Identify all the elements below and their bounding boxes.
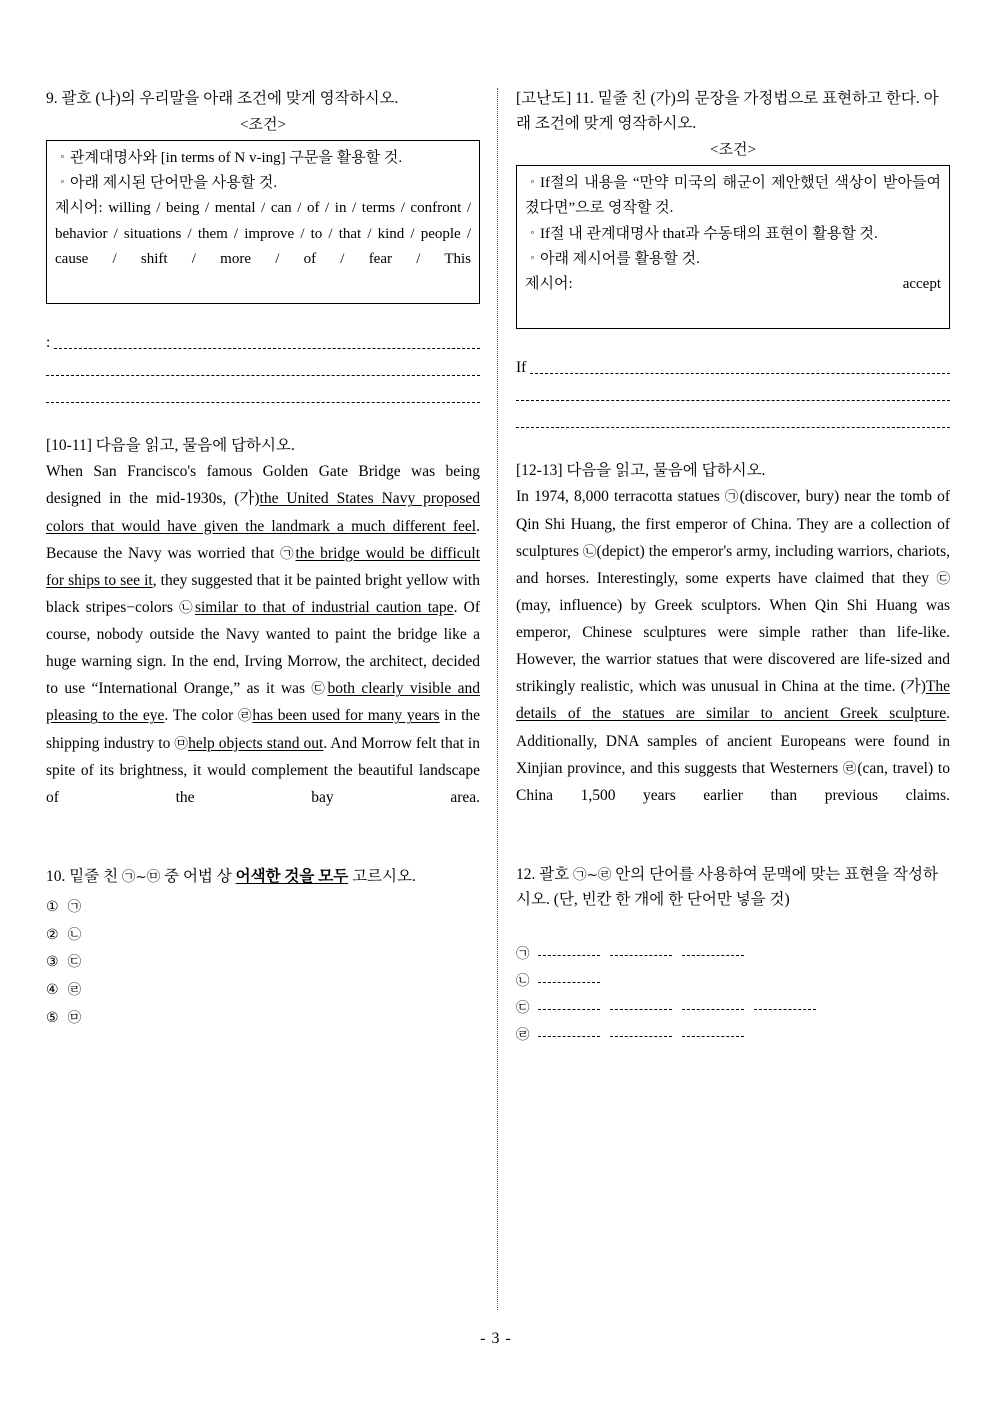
choice-option[interactable]: [46, 1004, 480, 1032]
choice-symbol: ㉣: [67, 981, 82, 998]
answer-line[interactable]: [46, 353, 480, 380]
blank-segment[interactable]: [610, 1025, 672, 1037]
blank-symbol: ㉢: [516, 999, 530, 1016]
condition-item: [525, 222, 941, 247]
passage-text: . And Morrow felt that in spite of its brightness, it would complement the beautiful landscape of the bay area.: [46, 734, 480, 806]
answer-lead: :: [46, 333, 51, 351]
passage-text: When San Francisco's famous Golden Gate Bridge was being designed in the mid-1930s,: [46, 463, 480, 508]
condition-text: 관계대명사와 [in terms of N v-ing] 구문을 활용할 것.: [70, 150, 403, 167]
wordbank-words: accept: [902, 275, 941, 292]
passage-text: In 1974, 8,000 terracotta statues: [516, 488, 725, 506]
blank-segment[interactable]: [610, 998, 672, 1010]
condition-item: [55, 171, 471, 196]
q12-text-a: 12. 괄호: [516, 866, 574, 884]
answer-dash[interactable]: [54, 348, 480, 349]
bullet-icon: ◦: [60, 176, 65, 189]
passage-text: (depict) the emperor's army, including warriors, chariots, and horses. Interestingly, some experts have claimed that they: [516, 542, 950, 587]
question-11-heading: [고난도] 11. 밑줄 친 (가)의 문장을 가정법으로 표현하고 한다. 아래 조건에 맞게 영작하시오.: [516, 90, 939, 133]
blank-symbol: ㉡: [516, 972, 530, 989]
answer-lead: If: [516, 358, 527, 376]
choice-number: ⑤: [46, 1009, 59, 1026]
underlined-span: has been used for many years: [252, 707, 440, 725]
question-11-condition-box: [516, 165, 950, 329]
passage-1011-body: [46, 458, 480, 838]
underlined-span: The details of the statues are similar to ancient Greek sculpture: [516, 678, 950, 723]
left-column: [46, 86, 480, 1031]
condition-item: [525, 247, 941, 272]
answer-dash[interactable]: [516, 400, 950, 401]
answer-line[interactable]: [46, 326, 480, 353]
answer-dash[interactable]: [530, 373, 950, 374]
condition-text: If절 내 관계대명사 that과 수동태의 표현이 활용할 것.: [540, 225, 878, 242]
condition-text: If절의 내용을 “만약 미국의 해군이 제안했던 색상이 받아들여 졌다면”으로 영작할 것.: [525, 175, 941, 217]
choice-option[interactable]: [46, 948, 480, 976]
answer-dash[interactable]: [46, 402, 480, 403]
choice-option[interactable]: [46, 893, 480, 921]
choice-symbol: ㉠: [67, 899, 82, 916]
condition-item: [55, 146, 471, 171]
q10-text-c: 고르시오.: [348, 868, 416, 886]
question-11-answer-area[interactable]: [516, 351, 950, 432]
passage-text: (discover, bury) near the tomb of Qin Shi Huang, the first emperor of China. They are a collection of sculptures: [516, 488, 951, 560]
answer-dash[interactable]: [46, 375, 480, 376]
circled-marker: ㉣: [842, 760, 858, 777]
wordbank-label: 제시어:: [55, 200, 103, 217]
blank-row[interactable]: [516, 965, 950, 992]
blank-segment[interactable]: [682, 944, 744, 956]
passage-text: , they suggested that it be painted bright yellow with black stripes−colors: [46, 571, 480, 616]
choice-option[interactable]: [46, 976, 480, 1004]
question-10-choices: [46, 893, 480, 1031]
wordbank-words: willing / being / mental / can / of / in / terms / confront / behavior / situations / them / improve / to / that / kind / people / cause / shift / more / of / fear / This: [55, 200, 471, 267]
q12-text-b: 안의 단어를 사용하여 문맥에 맞는 표현을 작성하시오. (단, 빈칸 한 개에 한 단어만 넣을 것): [516, 866, 938, 909]
circled-marker: ㉢: [311, 681, 328, 698]
bullet-icon: ◦: [530, 176, 535, 189]
blank-row[interactable]: [516, 1019, 950, 1046]
right-column: [516, 86, 950, 1046]
passage-1213-body: [516, 483, 950, 836]
underlined-span: similar to that of industrial caution tape: [194, 598, 454, 616]
circled-marker: ㉡: [582, 543, 597, 560]
circled-marker: ㉠: [724, 489, 740, 506]
underlined-span: the bridge would be difficult for ships to see it: [46, 544, 481, 589]
bullet-icon: ◦: [530, 251, 535, 264]
choice-symbol: ㉤: [67, 1009, 82, 1026]
blank-symbol: ㉣: [516, 1026, 530, 1043]
page-number: - 3 -: [480, 1330, 512, 1347]
condition-text: 아래 제시된 단어만을 사용할 것.: [70, 175, 278, 192]
blank-segments[interactable]: [538, 970, 610, 988]
q10-text-b: 중 어법 상: [160, 868, 236, 886]
blank-symbol: ㉠: [516, 945, 530, 962]
blank-segments[interactable]: [538, 997, 826, 1015]
wordbank-label: 제시어:: [525, 275, 573, 292]
blank-segment[interactable]: [538, 1025, 600, 1037]
passage-text: . Additionally, DNA samples of ancient Europeans were found in Xinjian province, and this suggests that Westerners: [516, 705, 950, 777]
circled-marker: ㉤: [174, 735, 189, 752]
passage-text: . Of course, nobody outside the Navy wanted to paint the bridge like a huge warning sign. In the end, Irving Morrow, the architect, decided to use “International Orange,” as it was: [46, 598, 481, 698]
q10-text-a: 10. 밑줄 친: [46, 868, 122, 886]
q12-range: ㉠~㉣: [573, 867, 612, 884]
blank-segment[interactable]: [682, 998, 744, 1010]
q10-emphasis: 어색한 것을 모두: [235, 868, 349, 886]
q10-range: ㉠~㉤: [121, 869, 161, 886]
answer-line[interactable]: [516, 378, 950, 405]
passage-text: (may, influence) by Greek sculptors. When Qin Shi Huang was emperor, Chinese sculptures were simple rather than life-like. However, the warrior statues that were discovered are life-sized and strikingly realistic, which was unusual in China at the time.: [516, 596, 950, 696]
blank-segment[interactable]: [538, 971, 600, 983]
passage-text: . The color: [164, 707, 239, 725]
passage-text: (가): [234, 490, 260, 508]
choice-symbol: ㉢: [67, 954, 82, 971]
condition-text: 아래 제시어를 활용할 것.: [540, 250, 700, 267]
blank-segment[interactable]: [754, 998, 816, 1010]
question-9-condition-title: <조건>: [240, 117, 286, 134]
circled-marker: ㉠: [280, 545, 296, 562]
blank-segments[interactable]: [538, 1024, 754, 1042]
question-9-wordbank: [55, 196, 471, 297]
passage-text: . Because the Navy was worried that: [46, 517, 480, 562]
blank-segment[interactable]: [610, 944, 672, 956]
circled-marker: ㉣: [238, 708, 253, 725]
underlined-span: both clearly visible and pleasing to the eye: [46, 680, 480, 725]
question-9-condition-box: [46, 140, 480, 304]
question-11-wordbank: [525, 272, 941, 322]
passage-text: (can, travel) to China 1,500 years earlier than previous claims.: [516, 759, 950, 804]
blank-row[interactable]: [516, 992, 950, 1019]
blank-row[interactable]: [516, 938, 950, 965]
passage-text: in the shipping industry to: [46, 707, 481, 752]
choice-number: ①: [46, 899, 59, 916]
bullet-icon: ◦: [60, 151, 65, 164]
question-12-blanks: [516, 938, 950, 1046]
answer-line[interactable]: [516, 405, 950, 432]
circled-marker: ㉡: [179, 599, 195, 616]
blank-segment[interactable]: [538, 998, 600, 1010]
underlined-span: help objects stand out: [188, 734, 324, 752]
choice-number: ④: [46, 981, 59, 998]
circled-marker: ㉢: [936, 570, 950, 587]
choice-option[interactable]: [46, 921, 480, 949]
question-10-heading: [46, 864, 480, 889]
blank-segment[interactable]: [538, 944, 600, 956]
underlined-span: the United States Navy proposed colors that would have given the landmark a much different feel: [46, 490, 480, 535]
choice-symbol: ㉡: [67, 926, 82, 943]
question-11-condition-title: <조건>: [710, 142, 756, 159]
question-9-answer-area[interactable]: [46, 326, 480, 407]
blank-segments[interactable]: [538, 943, 754, 961]
question-12-heading: [516, 862, 950, 912]
answer-dash[interactable]: [516, 427, 950, 428]
answer-line[interactable]: [46, 380, 480, 407]
choice-number: ③: [46, 954, 59, 971]
passage-text: (가): [900, 678, 926, 696]
passage-1011-heading: [10-11] 다음을 읽고, 물음에 답하시오.: [46, 437, 295, 455]
choice-number: ②: [46, 926, 59, 943]
answer-line[interactable]: [516, 351, 950, 378]
condition-item: [525, 171, 941, 221]
column-divider: [497, 88, 498, 1310]
bullet-icon: ◦: [530, 226, 535, 239]
passage-1213-heading: [12-13] 다음을 읽고, 물음에 답하시오.: [516, 462, 766, 480]
question-9-heading: 9. 괄호 (나)의 우리말을 아래 조건에 맞게 영작하시오.: [46, 90, 399, 107]
blank-segment[interactable]: [682, 1025, 744, 1037]
